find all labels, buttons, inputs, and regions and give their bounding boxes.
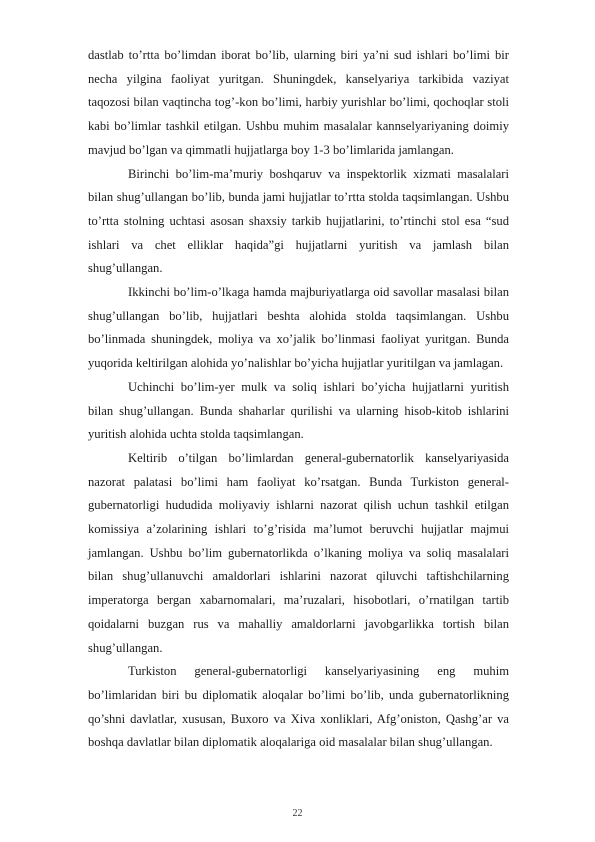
document-body xyxy=(88,44,509,755)
paragraph-diplomatic-section: Turkiston general-gubernatorligi kanselyariyasining eng muhim bo’limlaridan biri bu diplomatik aloqalar bo’limi bo’lib, unda gubernatorlikning qo’shni davlatlar, xususan, Buxoro va Xiva xonliklari, Afg’oniston, Qashg’ar va boshqa davlatlar bilan diplomatik aloqalariga oid masalalar bilan shug’ullangan. xyxy=(88,664,509,750)
paragraph-continuation: dastlab to’rtta bo’limdan iborat bo’lib, ularning biri ya’ni sud ishlari bo’limi bir necha yilgina faoliyat yuritgan. Shuningdek, kanselyariya tarkibida vaziyat taqozosi bilan vaqtincha tog’-kon bo’limi, harbiy yurishlar bo’limi, qochoqlar stoli kabi bo’limlar tashkil etilgan. Ushbu muhim masalalar kannselyariyaning doimiy mavjud bo’lgan va qimmatli hujjatlarga boy 1-3 bo’limlarida jamlangan. xyxy=(88,48,509,157)
paragraph-first-section: Birinchi bo’lim-ma’muriy boshqaruv va inspektorlik xizmati masalalari bilan shug’ullangan bo’lib, bunda jami hujjatlar to’rtta stolda taqsimlangan. Ushbu to’rtta stolning uchtasi asosan shaxsiy tarkib hujjatlarini, to’rtinchi stol esa “sud ishlari va chet elliklar haqida”gi hujjatlarni yuritish va jamlash bilan shug’ullangan. xyxy=(88,166,509,276)
paragraph-second-section: Ikkinchi bo’lim-o’lkaga hamda majburiyatlarga oid savollar masalasi bilan shug’ullangan bo’lib, hujjatlari beshta alohida stolda taqsimlangan. Ushbu bo’linmada shuningdek, moliya va xo’jalik bo’linmasi faoliyat yuritgan. Bunda yuqorida keltirilgan alohida yo’nalishlar bo’yicha hujjatlar yuritilgan va jamlagan. xyxy=(88,285,509,371)
page-number: 22 xyxy=(292,808,303,819)
paragraph-control-chamber: Keltirib o’tilgan bo’limlardan general-gubernatorlik kanselyariyasida nazorat palatasi bo’limi ham faoliyat ko’rsatgan. Bunda Turkiston general-gubernatorligi hududida moliyaviy ishlarni nazorat qilish uchun tashkil etilgan komissiya a’zolarining ishlari to’g’risida ma’lumot beruvchi hujjatlar majmui jamlangan. Ushbu bo’lim gubernatorlikda o’lkaning moliya va soliq masalalari bilan shug’ullanuvchi amaldorlari ishlarini nazorat qiluvchi taftishchilarning imperatorga bergan xabarnomalari, ma’ruzalari, hisobotlari, o’rnatilgan tartib qoidalarni buzgan rus va mahalliy amaldorlarni javobgarlikka tortish bilan shug’ullangan. xyxy=(88,450,509,655)
paragraph-third-section: Uchinchi bo’lim-yer mulk va soliq ishlari bo’yicha hujjatlarni yuritish bilan shug’ullangan. Bunda shaharlar qurilishi va ularning hisob-kitob ishlarini yuritish alohida uchta stolda taqsimlangan. xyxy=(88,379,509,442)
